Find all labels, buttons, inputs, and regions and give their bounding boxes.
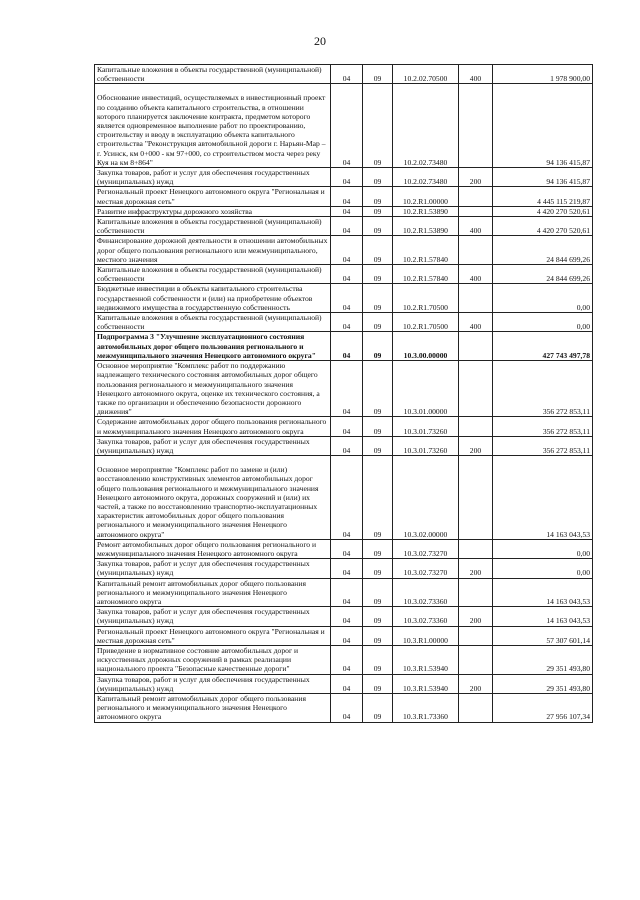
amount-cell <box>493 313 593 332</box>
row-name: Закупка товаров, работ и услуг для обеспечения государственных (муниципальных) нужд <box>97 436 310 455</box>
section-code-cell <box>331 645 363 674</box>
section-code: 04 <box>342 407 351 417</box>
target-article-code: 10.2.02.73480 <box>403 157 448 167</box>
subsection-code: 09 <box>373 196 382 206</box>
row-name-cell <box>95 168 331 187</box>
subsection-code: 09 <box>373 548 382 558</box>
section-code: 04 <box>342 426 351 436</box>
amount: 4 420 270 520,61 <box>536 206 590 216</box>
subsection-code-cell <box>363 361 393 417</box>
section-code-cell <box>331 578 363 607</box>
table-row <box>95 559 593 578</box>
expense-type-code-cell <box>459 84 493 168</box>
amount-cell <box>493 187 593 206</box>
subsection-code-cell <box>363 559 393 578</box>
section-code-cell <box>331 607 363 626</box>
expense-type-code-cell <box>459 332 493 361</box>
target-article-code-cell <box>393 694 459 723</box>
amount-cell <box>493 361 593 417</box>
section-code-cell <box>331 187 363 206</box>
target-article-code: 10.2.02.70500 <box>403 74 448 84</box>
amount-cell <box>493 168 593 187</box>
row-name-cell <box>95 607 331 626</box>
subsection-code-cell <box>363 645 393 674</box>
subsection-code-cell <box>363 417 393 436</box>
expense-type-code-cell <box>459 607 493 626</box>
amount-cell <box>493 417 593 436</box>
amount: 29 351 493,80 <box>546 683 590 693</box>
row-name: Капитальные вложения в объекты государственной (муниципальной) собственности <box>97 265 322 284</box>
expense-type-code-cell <box>459 674 493 693</box>
target-article-code: 10.3.02.73270 <box>403 568 448 578</box>
target-article-code: 10.3.R1.73360 <box>403 712 448 722</box>
target-article-code: 10.2.R1.57840 <box>403 254 448 264</box>
expense-type-code-cell <box>459 626 493 645</box>
row-name-cell <box>95 217 331 236</box>
amount: 4 420 270 520,61 <box>536 226 590 236</box>
row-name-cell <box>95 84 331 168</box>
expense-type-code-cell <box>459 694 493 723</box>
row-name-cell <box>95 332 331 361</box>
subsection-code: 09 <box>373 635 382 645</box>
target-article-code-cell <box>393 456 459 540</box>
target-article-code-cell <box>393 265 459 284</box>
row-name-cell <box>95 539 331 558</box>
subsection-code-cell <box>363 265 393 284</box>
table-row <box>95 626 593 645</box>
row-name: Основное мероприятие "Комплекс работ по замене и (или) восстановлению конструктивных элементов автомобильных дорог общего пользования регионального и межмуниципального значения Ненецкого автономного округа, дорожных сооружений и (или) их частей, а также по восстановлению транспортно-эксплуатационных характеристик автомобильных дорог общего пользования регионального и межмуниципального значения Ненецкого автономного округа" <box>97 465 319 539</box>
target-article-code-cell <box>393 674 459 693</box>
expense-type-code-cell <box>459 236 493 265</box>
section-code-cell <box>331 265 363 284</box>
table-row <box>95 539 593 558</box>
target-article-code: 10.2.R1.00000 <box>403 196 448 206</box>
subsection-code: 09 <box>373 683 382 693</box>
target-article-code-cell <box>393 578 459 607</box>
row-name: Развитие инфраструктуры дорожного хозяйства <box>97 206 252 216</box>
section-code: 04 <box>342 302 351 312</box>
amount: 24 844 699,26 <box>546 274 590 284</box>
section-code-cell <box>331 206 363 216</box>
target-article-code: 10.3.02.73360 <box>403 616 448 626</box>
section-code-cell <box>331 236 363 265</box>
row-name-cell <box>95 436 331 455</box>
amount: 1 978 900,00 <box>550 74 590 84</box>
expense-type-code: 200 <box>469 683 482 693</box>
subsection-code-cell <box>363 578 393 607</box>
target-article-code: 10.3.R1.53940 <box>403 664 448 674</box>
section-code-cell <box>331 65 363 84</box>
row-name-cell <box>95 645 331 674</box>
amount: 356 272 853,11 <box>542 426 590 436</box>
table-row <box>95 436 593 455</box>
section-code-cell <box>331 694 363 723</box>
amount: 427 743 497,78 <box>542 350 590 360</box>
section-code: 04 <box>342 568 351 578</box>
section-code: 04 <box>342 74 351 84</box>
target-article-code: 10.3.01.00000 <box>403 407 448 417</box>
table-row <box>95 65 593 84</box>
target-article-code-cell <box>393 313 459 332</box>
amount: 0,00 <box>576 568 590 578</box>
amount: 14 163 043,53 <box>546 596 590 606</box>
subsection-code-cell <box>363 206 393 216</box>
subsection-code: 09 <box>373 206 382 216</box>
section-code: 04 <box>342 712 351 722</box>
amount-cell <box>493 84 593 168</box>
subsection-code-cell <box>363 674 393 693</box>
target-article-code-cell <box>393 65 459 84</box>
amount: 94 136 415,87 <box>546 177 590 187</box>
row-name: Капитальный ремонт автомобильных дорог общего пользования регионального и межмуниципального значения Ненецкого автономного округа <box>97 694 306 722</box>
expense-type-code-cell <box>459 284 493 313</box>
amount: 14 163 043,53 <box>546 529 590 539</box>
section-code-cell <box>331 168 363 187</box>
subsection-code: 09 <box>373 157 382 167</box>
target-article-code-cell <box>393 607 459 626</box>
target-article-code-cell <box>393 284 459 313</box>
amount: 356 272 853,11 <box>542 445 590 455</box>
table-row <box>95 206 593 216</box>
amount-cell <box>493 456 593 540</box>
expense-type-code: 400 <box>469 274 482 284</box>
target-article-code: 10.2.R1.53890 <box>403 206 448 216</box>
target-article-code-cell <box>393 417 459 436</box>
row-name: Капитальные вложения в объекты государственной (муниципальной) собственности <box>97 217 322 236</box>
subsection-code-cell <box>363 187 393 206</box>
amount-cell <box>493 674 593 693</box>
amount-cell <box>493 206 593 216</box>
target-article-code: 10.3.01.73260 <box>403 426 448 436</box>
subsection-code: 09 <box>373 596 382 606</box>
expense-type-code-cell <box>459 417 493 436</box>
section-code-cell <box>331 332 363 361</box>
subsection-code: 09 <box>373 616 382 626</box>
section-code-cell <box>331 436 363 455</box>
amount: 29 351 493,80 <box>546 664 590 674</box>
section-code: 04 <box>342 177 351 187</box>
expense-type-code-cell <box>459 265 493 284</box>
expense-type-code-cell <box>459 645 493 674</box>
target-article-code-cell <box>393 436 459 455</box>
section-code: 04 <box>342 196 351 206</box>
target-article-code-cell <box>393 206 459 216</box>
table-row <box>95 332 593 361</box>
row-name-cell <box>95 265 331 284</box>
subsection-code: 09 <box>373 177 382 187</box>
target-article-code: 10.3.02.73270 <box>403 548 448 558</box>
subsection-code: 09 <box>373 426 382 436</box>
amount-cell <box>493 217 593 236</box>
target-article-code: 10.2.R1.70500 <box>403 302 448 312</box>
target-article-code-cell <box>393 84 459 168</box>
row-name-cell <box>95 313 331 332</box>
amount-cell <box>493 265 593 284</box>
amount-cell <box>493 332 593 361</box>
amount: 94 136 415,87 <box>546 157 590 167</box>
section-code: 04 <box>342 635 351 645</box>
subsection-code: 09 <box>373 664 382 674</box>
row-name: Закупка товаров, работ и услуг для обеспечения государственных (муниципальных) нужд <box>97 607 310 626</box>
amount: 0,00 <box>576 302 590 312</box>
row-name: Финансирование дорожной деятельности в отношении автомобильных дорог общего пользования регионального или межмуниципального, местного значения <box>97 236 328 264</box>
target-article-code-cell <box>393 559 459 578</box>
subsection-code: 09 <box>373 226 382 236</box>
section-code: 04 <box>342 226 351 236</box>
subsection-code-cell <box>363 284 393 313</box>
row-name-cell <box>95 626 331 645</box>
subsection-code: 09 <box>373 712 382 722</box>
table-row <box>95 265 593 284</box>
subsection-code: 09 <box>373 568 382 578</box>
table-row <box>95 187 593 206</box>
table-row <box>95 313 593 332</box>
target-article-code: 10.3.R1.53940 <box>403 683 448 693</box>
amount: 4 445 115 219,87 <box>537 196 590 206</box>
subsection-code: 09 <box>373 407 382 417</box>
subsection-code: 09 <box>373 254 382 264</box>
section-code-cell <box>331 674 363 693</box>
table-row <box>95 168 593 187</box>
expense-type-code: 200 <box>469 177 482 187</box>
amount-cell <box>493 236 593 265</box>
target-article-code: 10.2.R1.70500 <box>403 322 448 332</box>
section-code: 04 <box>342 322 351 332</box>
table-row <box>95 694 593 723</box>
expense-type-code-cell <box>459 578 493 607</box>
row-name: Капитальные вложения в объекты государственной (муниципальной) собственности <box>97 65 322 84</box>
section-code: 04 <box>342 596 351 606</box>
row-name-cell <box>95 417 331 436</box>
target-article-code-cell <box>393 361 459 417</box>
expense-type-code-cell <box>459 361 493 417</box>
subsection-code: 09 <box>373 274 382 284</box>
amount-cell <box>493 539 593 558</box>
subsection-code: 09 <box>373 302 382 312</box>
section-code: 04 <box>342 683 351 693</box>
target-article-code-cell <box>393 187 459 206</box>
row-name: Основное мероприятие "Комплекс работ по поддержанию надлежащего технического состояния автомобильных дорог общего пользования регионального и межмуниципального значения Ненецкого автономного округа, оценке их технического состояния, а также по организации и обеспечению безопасности дорожного движения" <box>97 361 320 417</box>
expense-type-code-cell <box>459 456 493 540</box>
amount: 0,00 <box>576 322 590 332</box>
amount: 27 956 107,34 <box>546 712 590 722</box>
amount: 14 163 043,53 <box>546 616 590 626</box>
target-article-code-cell <box>393 236 459 265</box>
target-article-code: 10.3.01.73260 <box>403 445 448 455</box>
row-name: Региональный проект Ненецкого автономного округа "Региональная и местная дорожная сеть" <box>97 187 325 206</box>
section-code: 04 <box>342 157 351 167</box>
section-code: 04 <box>342 274 351 284</box>
expense-type-code-cell <box>459 206 493 216</box>
amount-cell <box>493 65 593 84</box>
expense-type-code: 200 <box>469 568 482 578</box>
section-code-cell <box>331 284 363 313</box>
target-article-code: 10.3.00.00000 <box>403 350 448 360</box>
row-name: Закупка товаров, работ и услуг для обеспечения государственных (муниципальных) нужд <box>97 559 310 578</box>
expense-type-code-cell <box>459 168 493 187</box>
section-code: 04 <box>342 254 351 264</box>
subsection-code-cell <box>363 607 393 626</box>
amount-cell <box>493 436 593 455</box>
subsection-code-cell <box>363 168 393 187</box>
amount-cell <box>493 578 593 607</box>
row-name: Содержание автомобильных дорог общего пользования регионального и межмуниципального значения Ненецкого автономного округа <box>97 417 327 436</box>
table-row <box>95 578 593 607</box>
expense-type-code: 400 <box>469 74 482 84</box>
row-name-cell <box>95 236 331 265</box>
target-article-code-cell <box>393 539 459 558</box>
section-code-cell <box>331 84 363 168</box>
section-code: 04 <box>342 548 351 558</box>
target-article-code: 10.3.02.00000 <box>403 529 448 539</box>
table-row <box>95 84 593 168</box>
table-row <box>95 645 593 674</box>
row-name: Подпрограмма 3 "Улучшение эксплуатационного состояния автомобильных дорог общего пользования регионального и межмуниципального значения Ненецкого автономного округа" <box>97 332 316 360</box>
expense-type-code-cell <box>459 217 493 236</box>
section-code-cell <box>331 417 363 436</box>
expense-type-code-cell <box>459 313 493 332</box>
target-article-code: 10.2.R1.53890 <box>403 226 448 236</box>
section-code-cell <box>331 456 363 540</box>
amount: 57 307 601,14 <box>546 635 590 645</box>
expense-type-code: 400 <box>469 322 482 332</box>
subsection-code-cell <box>363 217 393 236</box>
subsection-code-cell <box>363 313 393 332</box>
target-article-code-cell <box>393 168 459 187</box>
target-article-code-cell <box>393 626 459 645</box>
expense-type-code-cell <box>459 187 493 206</box>
table-row <box>95 284 593 313</box>
expense-type-code-cell <box>459 436 493 455</box>
budget-table <box>94 64 593 723</box>
row-name-cell <box>95 559 331 578</box>
target-article-code: 10.3.02.73360 <box>403 596 448 606</box>
row-name-cell <box>95 65 331 84</box>
row-name-cell <box>95 674 331 693</box>
table-row <box>95 607 593 626</box>
subsection-code-cell <box>363 539 393 558</box>
subsection-code: 09 <box>373 529 382 539</box>
amount: 0,00 <box>576 548 590 558</box>
amount-cell <box>493 626 593 645</box>
amount-cell <box>493 607 593 626</box>
target-article-code-cell <box>393 645 459 674</box>
page-number: 20 <box>314 34 326 48</box>
table-row <box>95 456 593 540</box>
amount-cell <box>493 559 593 578</box>
row-name: Закупка товаров, работ и услуг для обеспечения государственных (муниципальных) нужд <box>97 674 310 693</box>
amount-cell <box>493 694 593 723</box>
row-name: Региональный проект Ненецкого автономного округа "Региональная и местная дорожная сеть" <box>97 626 325 645</box>
row-name-cell <box>95 187 331 206</box>
row-name: Обоснование инвестиций, осуществляемых в инвестиционный проект по созданию объекта капитального строительства, в отношении которого планируется заключение контракта, предметом которого является одновременное выполнение работ по проектированию, строительству и вводу в эксплуатацию объекта капитального строительства "Реконструкция автомобильной дороги г. Нарьян-Мар – г. Усинск, км 0+000 - км 97+000, со строительством моста через реку Куя на км 8+864" <box>97 93 326 167</box>
row-name: Бюджетные инвестиции в объекты капитального строительства государственной собственности и (или) на приобретение объектов недвижимого имущества в государственную собственность <box>97 284 313 312</box>
section-code-cell <box>331 539 363 558</box>
target-article-code: 10.3.R1.00000 <box>403 635 448 645</box>
row-name-cell <box>95 578 331 607</box>
row-name: Капитальный ремонт автомобильных дорог общего пользования регионального и межмуниципального значения Ненецкого автономного округа <box>97 578 306 606</box>
section-code: 04 <box>342 445 351 455</box>
row-name-cell <box>95 456 331 540</box>
amount-cell <box>493 284 593 313</box>
section-code-cell <box>331 559 363 578</box>
table-row <box>95 417 593 436</box>
subsection-code: 09 <box>373 350 382 360</box>
row-name: Закупка товаров, работ и услуг для обеспечения государственных (муниципальных) нужд <box>97 168 310 187</box>
section-code: 04 <box>342 350 351 360</box>
row-name: Ремонт автомобильных дорог общего пользования регионального и межмуниципального значения Ненецкого автономного округа <box>97 539 317 558</box>
section-code-cell <box>331 313 363 332</box>
subsection-code-cell <box>363 65 393 84</box>
subsection-code-cell <box>363 436 393 455</box>
expense-type-code-cell <box>459 65 493 84</box>
row-name-cell <box>95 206 331 216</box>
subsection-code: 09 <box>373 445 382 455</box>
subsection-code: 09 <box>373 322 382 332</box>
subsection-code-cell <box>363 332 393 361</box>
section-code-cell <box>331 361 363 417</box>
target-article-code: 10.2.02.73480 <box>403 177 448 187</box>
subsection-code-cell <box>363 456 393 540</box>
subsection-code-cell <box>363 694 393 723</box>
table-row <box>95 236 593 265</box>
section-code-cell <box>331 626 363 645</box>
budget-table-body <box>95 65 593 723</box>
section-code: 04 <box>342 529 351 539</box>
row-name-cell <box>95 361 331 417</box>
expense-type-code-cell <box>459 559 493 578</box>
section-code: 04 <box>342 206 351 216</box>
subsection-code-cell <box>363 84 393 168</box>
table-row <box>95 674 593 693</box>
amount-cell <box>493 645 593 674</box>
table-row <box>95 361 593 417</box>
section-code-cell <box>331 217 363 236</box>
expense-type-code: 200 <box>469 445 482 455</box>
amount: 24 844 699,26 <box>546 254 590 264</box>
target-article-code: 10.2.R1.57840 <box>403 274 448 284</box>
row-name: Капитальные вложения в объекты государственной (муниципальной) собственности <box>97 313 322 332</box>
subsection-code: 09 <box>373 74 382 84</box>
table-row <box>95 217 593 236</box>
target-article-code-cell <box>393 332 459 361</box>
section-code: 04 <box>342 616 351 626</box>
subsection-code-cell <box>363 236 393 265</box>
target-article-code-cell <box>393 217 459 236</box>
expense-type-code: 400 <box>469 226 482 236</box>
expense-type-code-cell <box>459 539 493 558</box>
row-name-cell <box>95 694 331 723</box>
amount: 356 272 853,11 <box>542 407 590 417</box>
row-name: Приведение в нормативное состояние автомобильных дорог и искусственных дорожных сооружений в рамках реализации национального проекта "Безопасные качественные дороги" <box>97 645 299 674</box>
section-code: 04 <box>342 664 351 674</box>
subsection-code-cell <box>363 626 393 645</box>
row-name-cell <box>95 284 331 313</box>
expense-type-code: 200 <box>469 616 482 626</box>
